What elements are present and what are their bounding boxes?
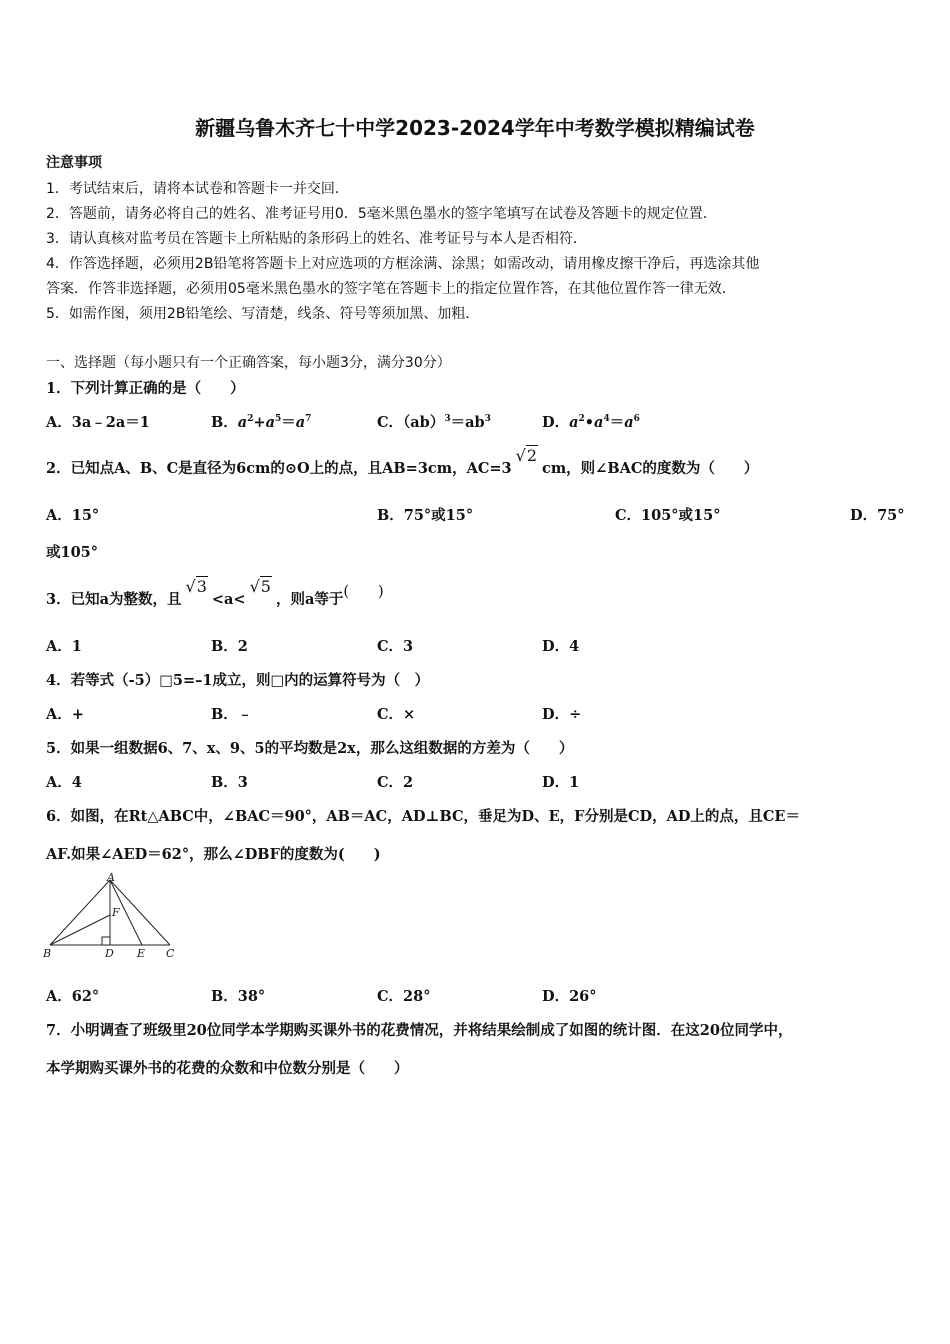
- q7-stem-2: 本学期购买课外书的花费的众数和中位数分别是（ ）: [46, 1060, 409, 1077]
- q5-option-a: A．4: [46, 774, 82, 791]
- q5-stem: 5．如果一组数据6、7、x、9、5的平均数是2x，那么这组数据的方差为（ ）: [46, 740, 574, 757]
- q1-option-b: B．$a^2+a^5=a^7$: [211, 414, 312, 431]
- q5-option-d: D．1: [542, 774, 580, 791]
- line-bf: [50, 915, 110, 945]
- q1-option-a: A．3a﹣2a＝1: [46, 414, 150, 431]
- q6-triangle-figure: [40, 870, 180, 962]
- q7-stem-1: 7．小明调查了班级里20位同学本学期购买课外书的花费情况，并将结果绘制成了如图的统计图．在这20位同学中，: [46, 1022, 793, 1039]
- line-ab: [50, 880, 110, 945]
- q3-option-a: A．1: [46, 638, 82, 655]
- q4-option-c: C．×: [377, 706, 416, 723]
- q2-stem: 2．已知点A、B、C是直径为6cm的⊙O上的点，且AB=3cm，AC=3√2cm，则∠BAC的度数为（ ）: [46, 446, 759, 477]
- sqrt-2: √2: [515, 446, 538, 465]
- notice-item-2: 2．答题前，请务必将自己的姓名、准考证号用0．5毫米黑色墨水的签字笔填写在试卷及答题卡的规定位置．: [46, 206, 717, 222]
- q3-option-c: C．3: [377, 638, 414, 655]
- notice-item-4: 4．作答选择题，必须用2B铅笔将答题卡上对应选项的方框涂满、涂黑；如需改动，请用橡皮擦干净后，再选涂其他: [46, 256, 760, 272]
- q3-option-b: B．2: [211, 638, 248, 655]
- q1-option-d: D．$a^2•a^4=a^6$: [542, 414, 640, 431]
- q6-stem-1: 6．如图，在Rt△ABC中，∠BAC＝90°，AB＝AC，AD⊥BC，垂足为D、E，F分别是CD，AD上的点，且CE＝: [46, 808, 800, 825]
- sqrt-3: √3: [185, 577, 207, 596]
- label-c: C: [166, 947, 175, 960]
- q1-option-c: C．$(ab)^3=ab^3$: [377, 414, 491, 431]
- right-angle-mark: [102, 937, 110, 945]
- notice-item-3: 3．请认真核对监考员在答题卡上所粘贴的条形码上的姓名、准考证号与本人是否相符．: [46, 231, 587, 247]
- q2-option-c: C．105°或15°: [615, 507, 721, 524]
- label-b: B: [43, 947, 52, 960]
- notice-item-1: 1．考试结束后，请将本试卷和答题卡一并交回．: [46, 181, 349, 197]
- notice-item-5: 5．如需作图，须用2B铅笔绘、写清楚，线条、符号等须加黑、加粗．: [46, 306, 480, 322]
- q4-stem: 4．若等式（-5）□5=–1成立，则□内的运算符号为（ ）: [46, 672, 430, 689]
- label-d: D: [105, 947, 114, 960]
- q3-stem: 3．已知a为整数，且√3<a<√5，则a等于( ): [46, 577, 384, 608]
- q3-option-d: D．4: [542, 638, 580, 655]
- label-a: A: [107, 871, 115, 884]
- q1-stem: 1．下列计算正确的是（ ）: [46, 380, 245, 397]
- sqrt-5: √5: [249, 577, 271, 596]
- q5-option-c: C．2: [377, 774, 414, 791]
- q2-option-a: A．15°: [46, 507, 100, 524]
- q6-option-c: C．28°: [377, 988, 431, 1005]
- notice-heading: 注意事项: [46, 155, 102, 171]
- q2-option-d: D．75°: [850, 507, 905, 524]
- q4-option-d: D．÷: [542, 706, 582, 723]
- q4-option-b: B．﹣: [211, 706, 253, 723]
- label-e: E: [137, 947, 146, 960]
- q2-option-b: B．75°或15°: [377, 507, 474, 524]
- label-f: F: [112, 906, 120, 919]
- q5-option-b: B．3: [211, 774, 248, 791]
- q2-option-d-cont: 或105°: [46, 544, 99, 561]
- q4-option-a: A．+: [46, 706, 84, 723]
- q6-option-a: A．62°: [46, 988, 100, 1005]
- q6-stem-2: AF.如果∠AED＝62°，那么∠DBF的度数为( ): [46, 846, 381, 863]
- q6-option-d: D．26°: [542, 988, 597, 1005]
- exam-title: 新疆乌鲁木齐七十中学2023-2024学年中考数学模拟精编试卷: [195, 116, 755, 140]
- notice-item-4-cont: 答案．作答非选择题，必须用05毫米黑色墨水的签字笔在答题卡上的指定位置作答，在其他位置作答一律无效．: [46, 281, 736, 297]
- q6-option-b: B．38°: [211, 988, 266, 1005]
- section-heading: 一、选择题（每小题只有一个正确答案，每小题3分，满分30分）: [46, 355, 451, 371]
